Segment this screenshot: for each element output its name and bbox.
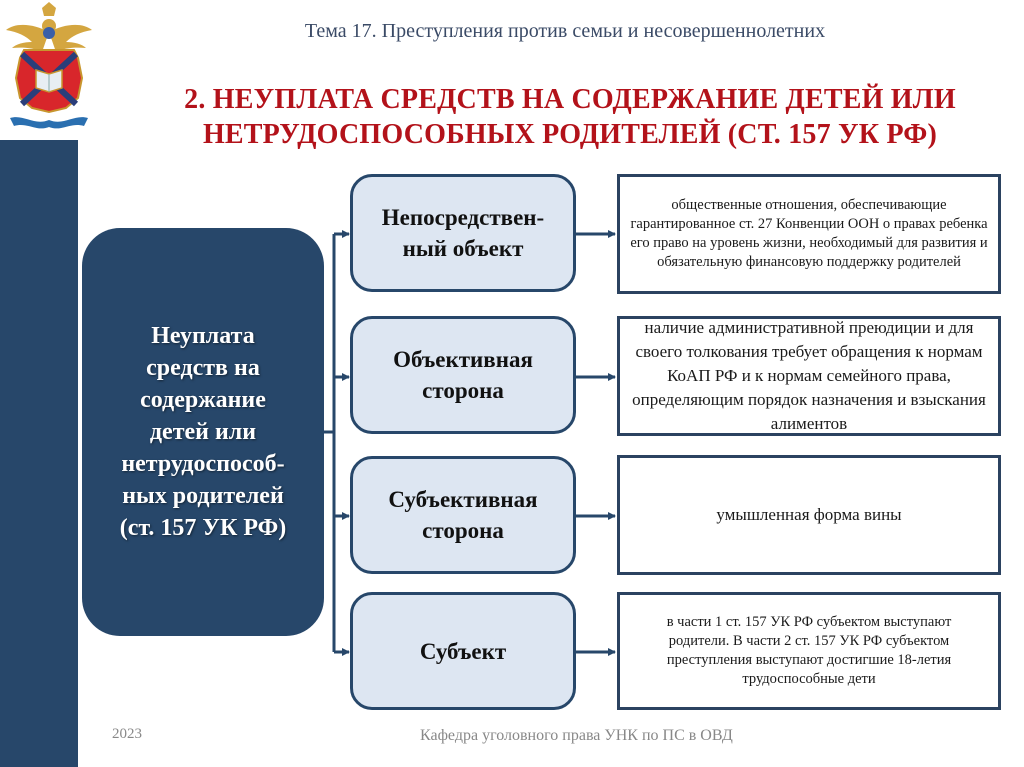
- element-label: Субъект: [419, 638, 507, 664]
- footer-department: Кафедра уголовного права УНК по ПС в ОВД: [420, 727, 733, 744]
- description-text: умышленная форма вины: [716, 505, 902, 524]
- element-label: ный объект: [402, 236, 524, 261]
- element-box-objective-side: [350, 316, 576, 434]
- root-line: (ст. 157 УК РФ): [119, 515, 287, 541]
- emblem-icon: [4, 2, 94, 132]
- description-box-subject: [617, 592, 1001, 710]
- description-text: в части 1 ст. 157 УК РФ субъектом выступают родители. В части 2 ст. 157 УК РФ субъектом преступления выступают достигшие 18-летия трудоспособные дети: [666, 614, 952, 687]
- root-line: Неуплата: [151, 323, 255, 349]
- page-title: [150, 82, 990, 152]
- element-label: Субъективная: [388, 487, 538, 512]
- root-line: содержание: [140, 387, 266, 413]
- description-box-objective-side: [617, 316, 1001, 436]
- page-title-line-2: НЕТРУДОСПОСОБНЫХ РОДИТЕЛЕЙ (СТ. 157 УК РФ): [202, 119, 938, 150]
- description-text: наличие административной преюдиции и для своего толкования требует обращения к нормам КоАП РФ и к нормам семейного права, определяющим порядок назначения и взыскания алиментов: [632, 318, 986, 433]
- element-box-subjective-side: [350, 456, 576, 574]
- topic-heading: Тема 17. Преступления против семьи и несовершеннолетних: [304, 20, 826, 42]
- root-concept-box: [82, 228, 324, 636]
- element-label: Непосредствен-: [381, 205, 545, 230]
- element-box-subject: [350, 592, 576, 710]
- root-line: ных родителей: [122, 483, 284, 509]
- root-line: средств на: [146, 355, 260, 381]
- root-line: детей или: [149, 419, 257, 445]
- footer-year: 2023: [112, 726, 142, 742]
- root-line: нетрудоспособ-: [121, 451, 285, 477]
- description-box-direct-object: [617, 174, 1001, 294]
- description-text: общественные отношения, обеспечивающие гарантированное ст. 27 Конвенции ООН о правах ребенка его право на уровень жизни, необходимый для развития и обязательную финансовую поддержку родителей: [630, 197, 988, 270]
- element-label: сторона: [422, 378, 504, 403]
- page-title-line-1: 2. НЕУПЛАТА СРЕДСТВ НА СОДЕРЖАНИЕ ДЕТЕЙ ИЛИ: [184, 84, 956, 115]
- element-label: сторона: [422, 518, 504, 543]
- element-label: Объективная: [393, 347, 533, 372]
- left-accent-bar: [0, 140, 78, 767]
- element-box-direct-object: [350, 174, 576, 292]
- description-box-subjective-side: [617, 455, 1001, 575]
